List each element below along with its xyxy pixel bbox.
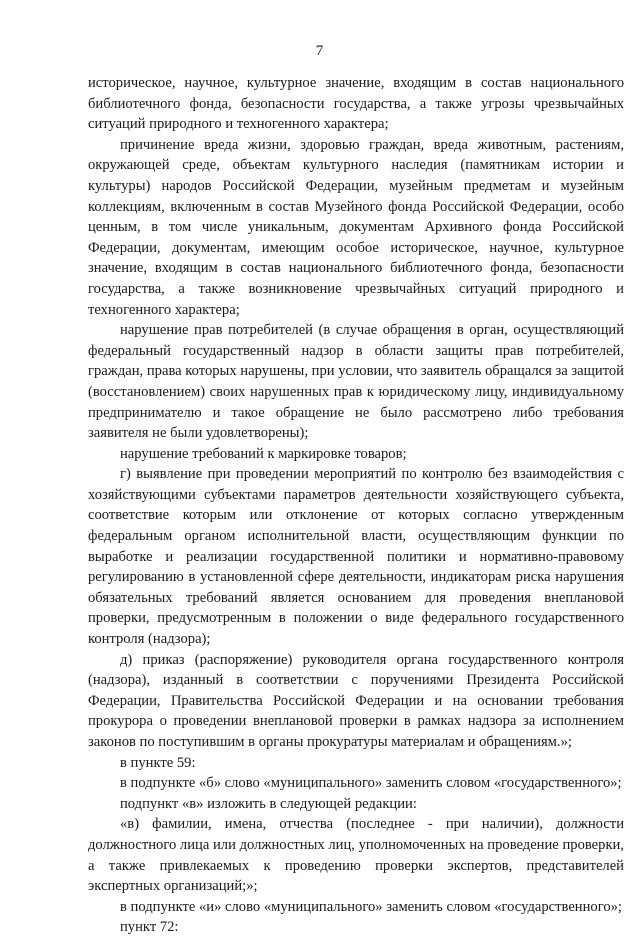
paragraph-consumer-rights: нарушение прав потребителей (в случае обращения в орган, осуществляющий федеральный государственный надзор в области защиты прав потребителей, граждан, права которых нарушены, при условии, что заявитель обращался за защитой (восстановлением) своих нарушенных прав к юридическому лицу, индивидуальному предпринимателю и такое обращение не было рассмотрено либо требования заявителя не были удовлетворены); — [88, 322, 624, 442]
paragraph-item-d: д) приказ (распоряжение) руководителя органа государственного контроля (надзора), изданный в соответствии с поручениями Президента Российской Федерации, Правительства Российской Федерации и на основании требования прокурора о проведении внеплановой проверки в рамках надзора за исполнением законов по поступившим в органы прокуратуры материалам и обращениям.»; — [88, 651, 624, 750]
paragraph-subpoint-i: в подпункте «и» слово «муниципального» заменить словом «государственного»; — [120, 898, 622, 915]
paragraph-continuation: историческое, научное, культурное значение, входящим в состав национального библиотечного фонда, безопасности государства, а также угрозы чрезвычайных ситуаций природного и техногенного характера; — [88, 75, 624, 133]
page-number: 7 — [315, 43, 324, 59]
paragraph-subpoint-v-text: «в) фамилии, имена, отчества (последнее - при наличии), должности должностного лица или должностных лиц, уполномоченных на проведение проверки, а также привлекаемых к проведению проверки экспертов, представителей экспертных организаций;»; — [88, 816, 624, 895]
paragraph-point-72: пункт 72: — [120, 919, 179, 936]
paragraph-subpoint-v-intro: подпункт «в» изложить в следующей редакции: — [120, 795, 417, 812]
paragraph-marking-requirements: нарушение требований к маркировке товаров; — [120, 445, 407, 462]
paragraph-harm-to-life: причинение вреда жизни, здоровью граждан, вреда животным, растениям, окружающей среде, объектам культурного наследия (памятникам истории и культуры) народов Российской Федерации, музейным предметам и музейным коллекциям, включенным в состав Музейного фонда Российской Федерации, особо ценным, в том числе уникальным, документам Архивного фонда Российской Федерации, документам, имеющим особое историческое, научное, культурное значение, входящим в состав национального библиотечного фонда, безопасности государства, а также возникновение чрезвычайных ситуаций природного и техногенного характера; — [88, 136, 624, 318]
document-body — [88, 73, 624, 938]
paragraph-point-59: в пункте 59: — [120, 754, 196, 771]
paragraph-subpoint-b: в подпункте «б» слово «муниципального» заменить словом «государственного»; — [120, 775, 622, 792]
paragraph-item-g: г) выявление при проведении мероприятий по контролю без взаимодействия с хозяйствующими субъектами параметров деятельности хозяйствующего субъекта, соответствие которым или отклонение от которых согласно утвержденным федеральным органом исполнительной власти, осуществляющим функции по выработке и реализации государственной политики и нормативно-правовому регулированию в установленной сфере деятельности, индикаторам риска нарушения обязательных требований является основанием для проведения внеплановой проверки, предусмотренным в положении о виде федерального государственного контроля (надзора); — [88, 466, 624, 648]
